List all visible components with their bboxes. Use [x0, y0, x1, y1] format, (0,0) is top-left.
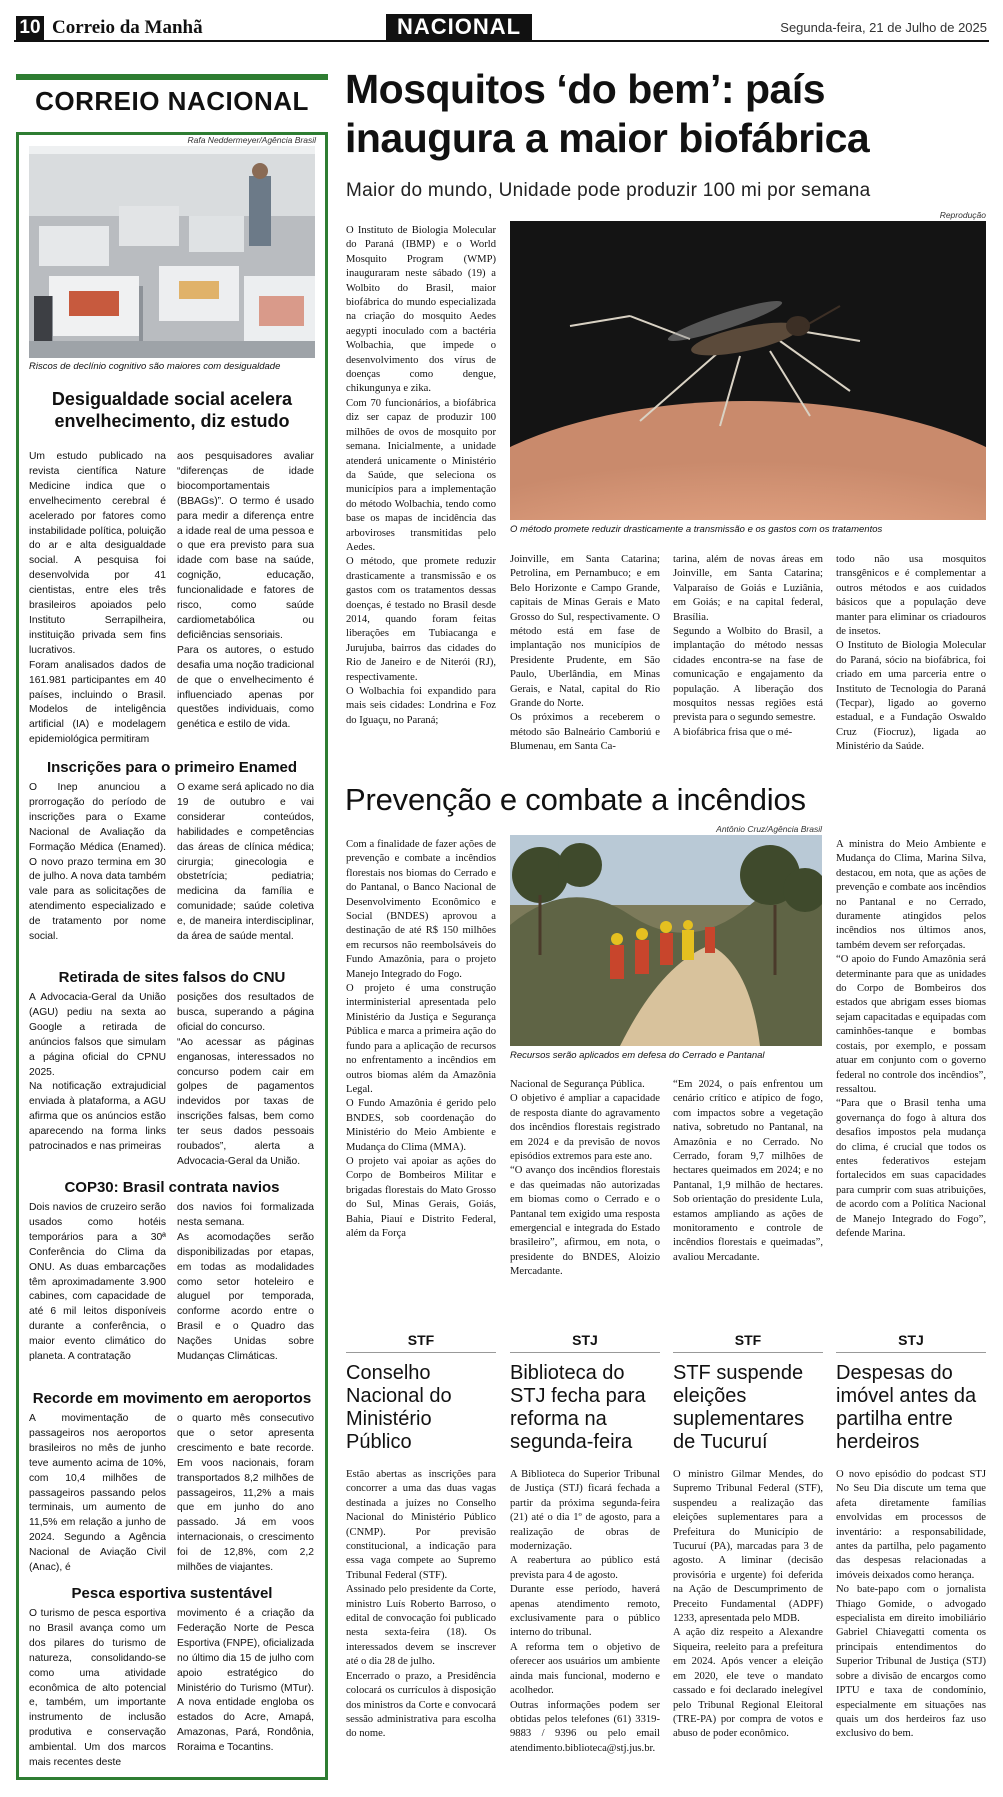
sidebar-story5-col1: A movimentação de passageiros nos aeroportos brasileiros no mês de junho teve aumento acima de 10%, com 10,4 milhões de passageiros passando pelos terminais, um aumento de 11,5% em relação a junho de 2024. Segundo a Agência Nacional de Aviação Civil (Anac), é	[29, 1413, 166, 1574]
sidebar-title: CORREIO NACIONAL	[35, 86, 309, 116]
main2-photo-credit: Antônio Cruz/Agência Brasil	[716, 824, 822, 834]
main2-col2: Nacional de Segurança Pública. O objetivo é ampliar a capacidade de resposta diante do agravamento dos incêndios florestais registrado em 2024 e da previsão de novos episódios extremos para este ano. “O avanço dos incêndios florestais e das queimadas não autorizadas em biomas como o Cerrado e o Pantanal tem exigido uma resposta emergencial e integrada do Estado brasileiro”, afirmou, em nota, o presidente do BNDES, Aloizio Mercadante.	[510, 1079, 660, 1278]
brief2-tag: STJ	[572, 1332, 598, 1348]
sidebar-story3-col1: A Advocacia-Geral da União (AGU) pediu na sexta ao Google a retirada de anúncios falsos que simulam a página oficial do CPNU 2025. Na notificação extrajudicial enviada à plataforma, a AGU afirma que os anúncios estão aparecendo na forma links patrocinados e nas primeiras	[29, 992, 166, 1153]
sidebar-accent-bar	[16, 74, 328, 80]
main1-col3: tarina, além de novas áreas em Joinville, em Santa Catarina; Valparaíso de Goiás e Luziânia, em Goiás; e na capital federal, Brasília. Segundo a Wolbito do Brasil, a implantação do método nessas cidades encontra-se na fase de comunicação e engajamento da população. A liberação dos mosquitos nessas regiões está prevista para o segundo semestre. A biofábrica frisa que o mé-	[673, 554, 823, 738]
brief1-text: Estão abertas as inscrições para concorrer a uma das duas vagas destinada a juízes no Conselho Nacional do Ministério Público (CNMP). Por previsão constitucional, a indicação para essa vaga compete ao Supremo Tribunal Federal (STF). Assinado pelo presidente da Corte, ministro Luís Roberto Barroso, o edital de convocação foi publicado nesta sexta-feira (18). Os interessados devem se inscrever até o dia 28 de julho. Encerrado o prazo, a Presidência colocará os currículos à disposição dos ministros da Corte e convocará sessão administrativa para escolha do nome.	[346, 1469, 496, 1740]
sidebar-story6-headline: Pesca esportiva sustentável	[71, 1585, 273, 1602]
main1-photo-caption: O método promete reduzir drasticamente a transmissão e os gastos com os tratamentos	[510, 524, 883, 535]
masthead: Correio da Manhã	[52, 17, 203, 38]
main1-headline-line2: inaugura a maior biofábrica	[345, 115, 870, 161]
main1-col2: Joinville, em Santa Catarina; Petrolina, em Pernambuco; e em Belo Horizonte e Campo Grande, capitais de Minas Gerais e Mato Grosso do Sul, respectivamente. O método está em fase de implantação nos municípios de Presidente Prudente, em São Paulo, Uberlândia, em Minas Gerais, e Natal, capital do Rio Grande do Norte. Os próximos a receberem o método são Balneário Camboriú e Blumenau, em Santa Ca-	[510, 554, 660, 753]
sidebar-story3-col2: posições dos resultados de busca, superando a página oficial do concurso. “Ao acessar as páginas enganosas, interessados no concurso podem cair em golpes de pagamentos indevidos por taxas de inscrições falsas, bem como ter seus dados pessoais roubados”, alerta a Advocacia-Geral da União.	[177, 992, 314, 1167]
hospital-photo	[29, 146, 315, 358]
main2-col1: Com a finalidade de fazer ações de prevenção e combate a incêndios florestais nos biomas do Cerrado e do Pantanal, o Banco Nacional de Desenvolvimento Econômico e Social (BNDES) aprovou a destinação de até R$ 150 milhões em recursos não reembolsáveis do Fundo Amazônia, para o projeto Manejo Integrado do Fogo. O projeto é uma construção interministerial apresentada pelo Ministério da Justiça e Segurança Pública e marca a primeira ação do fundo para a aplicação de recursos no enfrentamento a incêndios em outros biomas além da Amazônia Legal. O Fundo Amazônia é gerido pelo BNDES, sob coordenação do Ministério do Meio Ambiente e Mudança do Clima (MMA). O projeto vai apoiar as ações do Corpo de Bombeiros Militar e brigadas florestais do Mato Grosso do Sul, Minas Gerais, Goiás, Bahia, Piauí e Distrito Federal, além da Força	[346, 839, 496, 1239]
sidebar-photo-caption: Riscos de declínio cognitivo são maiores com desigualdade	[29, 361, 281, 372]
main2-col3: “Em 2024, o país enfrentou um cenário crítico e atípico de fogo, com impactos sobre a vegetação nativa, sobretudo no Pantanal, na Amazônia e no Cerrado. No Cerrado, foram 9,7 milhões de hectares queimados em 2024; e no Pantanal, 1,9 milhão de hectares. Sob orientação do presidente Lula, estamos ampliando as ações de monitoramento e controle de incêndios florestais e queimadas”, avaliou Mercadante.	[673, 1079, 823, 1263]
mosquito-photo	[510, 221, 986, 520]
brief4-headline: Despesas do imóvel antes da partilha entre herdeiros	[836, 1362, 977, 1453]
sidebar-story2-col2: O exame será aplicado no dia 19 de outubro e vai considerar conteúdos, habilidades e competências das áreas de clínica médica; cirurgia; ginecologia e obstetrícia; pediatria; medicina da família e comunidade; saúde coletiva e, de maneira interdisciplinar, da área de saúde mental.	[177, 782, 314, 943]
brief3-rule	[673, 1352, 823, 1353]
brief4-tag: STJ	[898, 1332, 924, 1348]
section-label: NACIONAL	[386, 14, 532, 40]
brief3-tag: STF	[734, 1332, 762, 1348]
main2-col4: A ministra do Meio Ambiente e Mudança do Clima, Marina Silva, destacou, em nota, que as ações de prevenção e combate aos incêndios no Pantanal e no Cerrado, duramente atingidos pelos incêndios nos últimos anos, também devem ser reforçadas. “O apoio do Fundo Amazônia será determinante para que as unidades do Corpo de Bombeiros dos estados que abrigam esses biomas sejam capacitadas e equipadas com caminhões-tanque e bombas costais, por exemplo, e possam atuar em conjunto com o governo federal no controle dos incêndios”, ressaltou. “Para que o Brasil tenha uma governança do fogo à altura dos desafios impostos pela mudança do clima, é crucial que todos os entes federativos estejam fortalecidos em suas capacidades para cumprir com suas atribuições, de acordo com a Política Nacional de Manejo Integrado do Fogo”, defende Marina.	[836, 839, 986, 1239]
main1-col1: O Instituto de Biologia Molecular do Paraná (IBMP) e o World Mosquito Program (WMP) inauguraram neste sábado (19) a Wolbito do Brasil, maior biofábrica do mundo especializada na criação do mosquito Aedes aegypti inoculado com a bactéria Wolbachia, que impede o desenvolvimento dos vírus de doenças como dengue, chikungunya e zika. Com 70 funcionários, a biofábrica diz ser capaz de produzir 100 milhões de ovos de mosquito por semana. Inicialmente, a unidade atenderá unicamente o Ministério da Saúde, que seleciona os municípios para a implementação do método Wolbachia, tendo como base os mapas de incidência das arboviroses transmitidas pelo Aedes. O método, que promete reduzir drasticamente a transmissão e os gastos com os tratamentos dessas doenças, é testado no Brasil desde 2014, quando foram feitas liberações em Tubiacanga e Jurujuba, bairros das cidades do Rio de Janeiro e de Niterói (RJ), respectivamente. O Wolbachia foi expandido para mais seis cidades: Londrina e Foz do Iguaçu, no Paraná;	[346, 225, 496, 726]
main1-deck: Maior do mundo, Unidade pode produzir 100 mi por semana	[346, 180, 871, 201]
brief1-rule	[346, 1352, 496, 1353]
brief4-rule	[836, 1352, 986, 1353]
issue-date: Segunda-feira, 21 de Julho de 2025	[780, 20, 987, 35]
main1-photo-credit: Reprodução	[939, 210, 986, 220]
sidebar-story2-headline: Inscrições para o primeiro Enamed	[46, 759, 298, 776]
sidebar-story2-col1: O Inep anunciou a prorrogação do período de inscrições para o Exame Nacional de Avaliação da Formação Médica (Enamed). O novo prazo termina em 30 de julho. A nova data também vale para as solicitações de atendimento especializado e de tratamento por nome social.	[29, 782, 166, 943]
main1-headline-line1: Mosquitos ‘do bem’: país	[345, 66, 826, 112]
sidebar-story1-col1: Um estudo publicado na revista científica Nature Medicine indica que o envelhecimento cerebral é acelerado por fatores como instabilidade política, poluição do ar e alta desigualdade social. A pesquisa foi desenvolvida por 41 cientistas, entre eles três brasileiros apoiados pelo Instituto Serrapilheira, instituição privada sem fins lucrativos. Foram analisados dados de 161.981 participantes em 40 países, incluindo o Brasil. Modelos de inteligência artificial (IA) e modelagem epidemiológica permitiram	[29, 451, 166, 746]
brief2-rule	[510, 1352, 660, 1353]
sidebar-photo-credit: Rafa Neddermeyer/Agência Brasil	[187, 135, 316, 145]
sidebar-story6-col1: O turismo de pesca esportiva no Brasil avança como um dos pilares do turismo de natureza, consolidando-se como uma atividade econômica de alto potencial e, também, um importante instrumento de inclusão produtiva e conservação ambiental. Um dos marcos mais recentes deste	[29, 1608, 166, 1769]
brief3-text: O ministro Gilmar Mendes, do Supremo Tribunal Federal (STF), suspendeu a realização das eleições suplementares para a Prefeitura do Município de Tucuruí (PA), marcadas para 3 de agosto. A liminar (decisão provisória e urgente) foi deferida na Ação de Descumprimento de Preceito Fundamental (ADPF) 1233, apresentada pelo MDB. A ação diz respeito a Alexandre Siqueira, reeleito para a prefeitura em 2024. Após vencer a eleição em 2020, ele teve o mandato cassado e foi declarado inelegível pelo Tribunal Regional Eleitoral (TRE-PA) por compra de votos e abuso de poder econômico.	[673, 1469, 823, 1740]
sidebar-story6-col2: movimento é a criação da Federação Norte de Pesca Esportiva (FNPE), oficializada no último dia 15 de julho com apoio estratégico do Ministério do Turismo (MTur). A nova entidade engloba os estados do Acre, Amapá, Amazonas, Pará, Rondônia, Roraima e Tocantins.	[177, 1608, 314, 1754]
brief3-headline: STF suspende eleições suplementares de Tucuruí	[673, 1362, 805, 1453]
sidebar-story5-col2: o quarto mês consecutivo que o setor apresenta crescimento e bate recorde. Em voos nacionais, foram transportados 8,2 milhões de passageiros, 11,2% a mais que em junho do ano passado. Já em voos internacionais, o crescimento foi de 12,8%, com 2,2 milhões de viajantes.	[177, 1413, 314, 1574]
brief2-headline: Biblioteca do STJ fecha para reforma na segunda-feira	[510, 1362, 646, 1453]
sidebar-story1-headline: Desigualdade social acelera envelhecimento, diz estudo	[51, 389, 293, 431]
sidebar-story1-col2: aos pesquisadores avaliar “diferenças de idade biocomportamentais (BBAGs)”. O termo é usado para medir a diferença entre a idade real de uma pessoa e o que era previsto para sua idade com base na saúde, cognição, educação, funcionalidade e fatores de risco, como saúde cardiometabólica ou deficiências sensoriais. Para os autores, o estudo desafia uma noção tradicional de que o envelhecimento é influenciado apenas por questões individuais, como genética e estilo de vida.	[177, 451, 314, 731]
main2-headline: Prevenção e combate a incêndios	[345, 782, 806, 817]
brief1-headline: Conselho Nacional do Ministério Público	[346, 1362, 452, 1453]
sidebar-story4-headline: COP30: Brasil contrata navios	[64, 1179, 280, 1196]
page-number: 10	[16, 16, 44, 40]
brief2-text: A Biblioteca do Superior Tribunal de Justiça (STJ) ficará fechada a partir da próxima segunda-feira (21) até o dia 1º de agosto, para a realização de obras de modernização. A reabertura ao público está prevista para 4 de agosto. Durante esse período, haverá apenas atendimento remoto, exclusivamente para o público interno do tribunal. A reforma tem o objetivo de oferecer aos usuários um ambiente ainda mais funcional, moderno e acolhedor. Outras informações podem ser obtidas pelos telefones (61) 3319-9883 / 9396 ou pelo email atendimento.biblioteca@stj.jus.br.	[510, 1469, 660, 1754]
firefighters-photo	[510, 835, 822, 1046]
brief4-text: O novo episódio do podcast STJ No Seu Dia discute um tema que afeta diretamente famílias envolvidas em processos de inventário: a responsabilidade, antes da partilha, pelo pagamento das despesas relacionadas a imóveis deixados como herança. No bate-papo com o jornalista Thiago Gomide, o advogado especialista em direito imobiliário Gabriel Chiavegatti comenta os principais entendimentos do Superior Tribunal de Justiça (STJ) sobre a divisão de encargos como IPTU e taxa de condomínio, especialmente em situações nas quais um dos herdeiros faz uso exclusivo do bem.	[836, 1469, 986, 1740]
main1-col4: todo não usa mosquitos transgênicos e é complementar a outros métodos e aos cuidados básicos que a população deve manter para eliminar os criadouros de insetos. O Instituto de Biologia Molecular do Paraná, sócio na biofábrica, foi criado em uma parceria entre o Instituto de Tecnologia do Paraná (Tecpar), ligado ao governo estadual, e a Fundação Oswaldo Cruz (Fiocruz), ligada ao Ministério da Saúde.	[836, 554, 986, 753]
sidebar-story4-col2: dos navios foi formalizada nesta semana. As acomodações serão disponibilizadas por etapas, em todas as modalidades como setor hoteleiro e aluguel por temporada, conforme acordo entre o Brasil e o Quadro das Nações Unidas sobre Mudanças Climáticas.	[177, 1202, 314, 1363]
brief1-tag: STF	[407, 1332, 435, 1348]
sidebar-story3-headline: Retirada de sites falsos do CNU	[58, 969, 286, 986]
main2-photo-caption: Recursos serão aplicados em defesa do Cerrado e Pantanal	[510, 1050, 765, 1061]
sidebar-story5-headline: Recorde em movimento em aeroportos	[32, 1390, 312, 1407]
sidebar-story4-col1: Dois navios de cruzeiro serão usados como hotéis temporários para a 30ª Conferência do Clima da ONU. As duas embarcações têm aproximadamente 3.900 cabines, com capacidade de até 6 mil leitos disponíveis durante a conferência, o maior evento climático do planeta. A contratação	[29, 1202, 166, 1363]
